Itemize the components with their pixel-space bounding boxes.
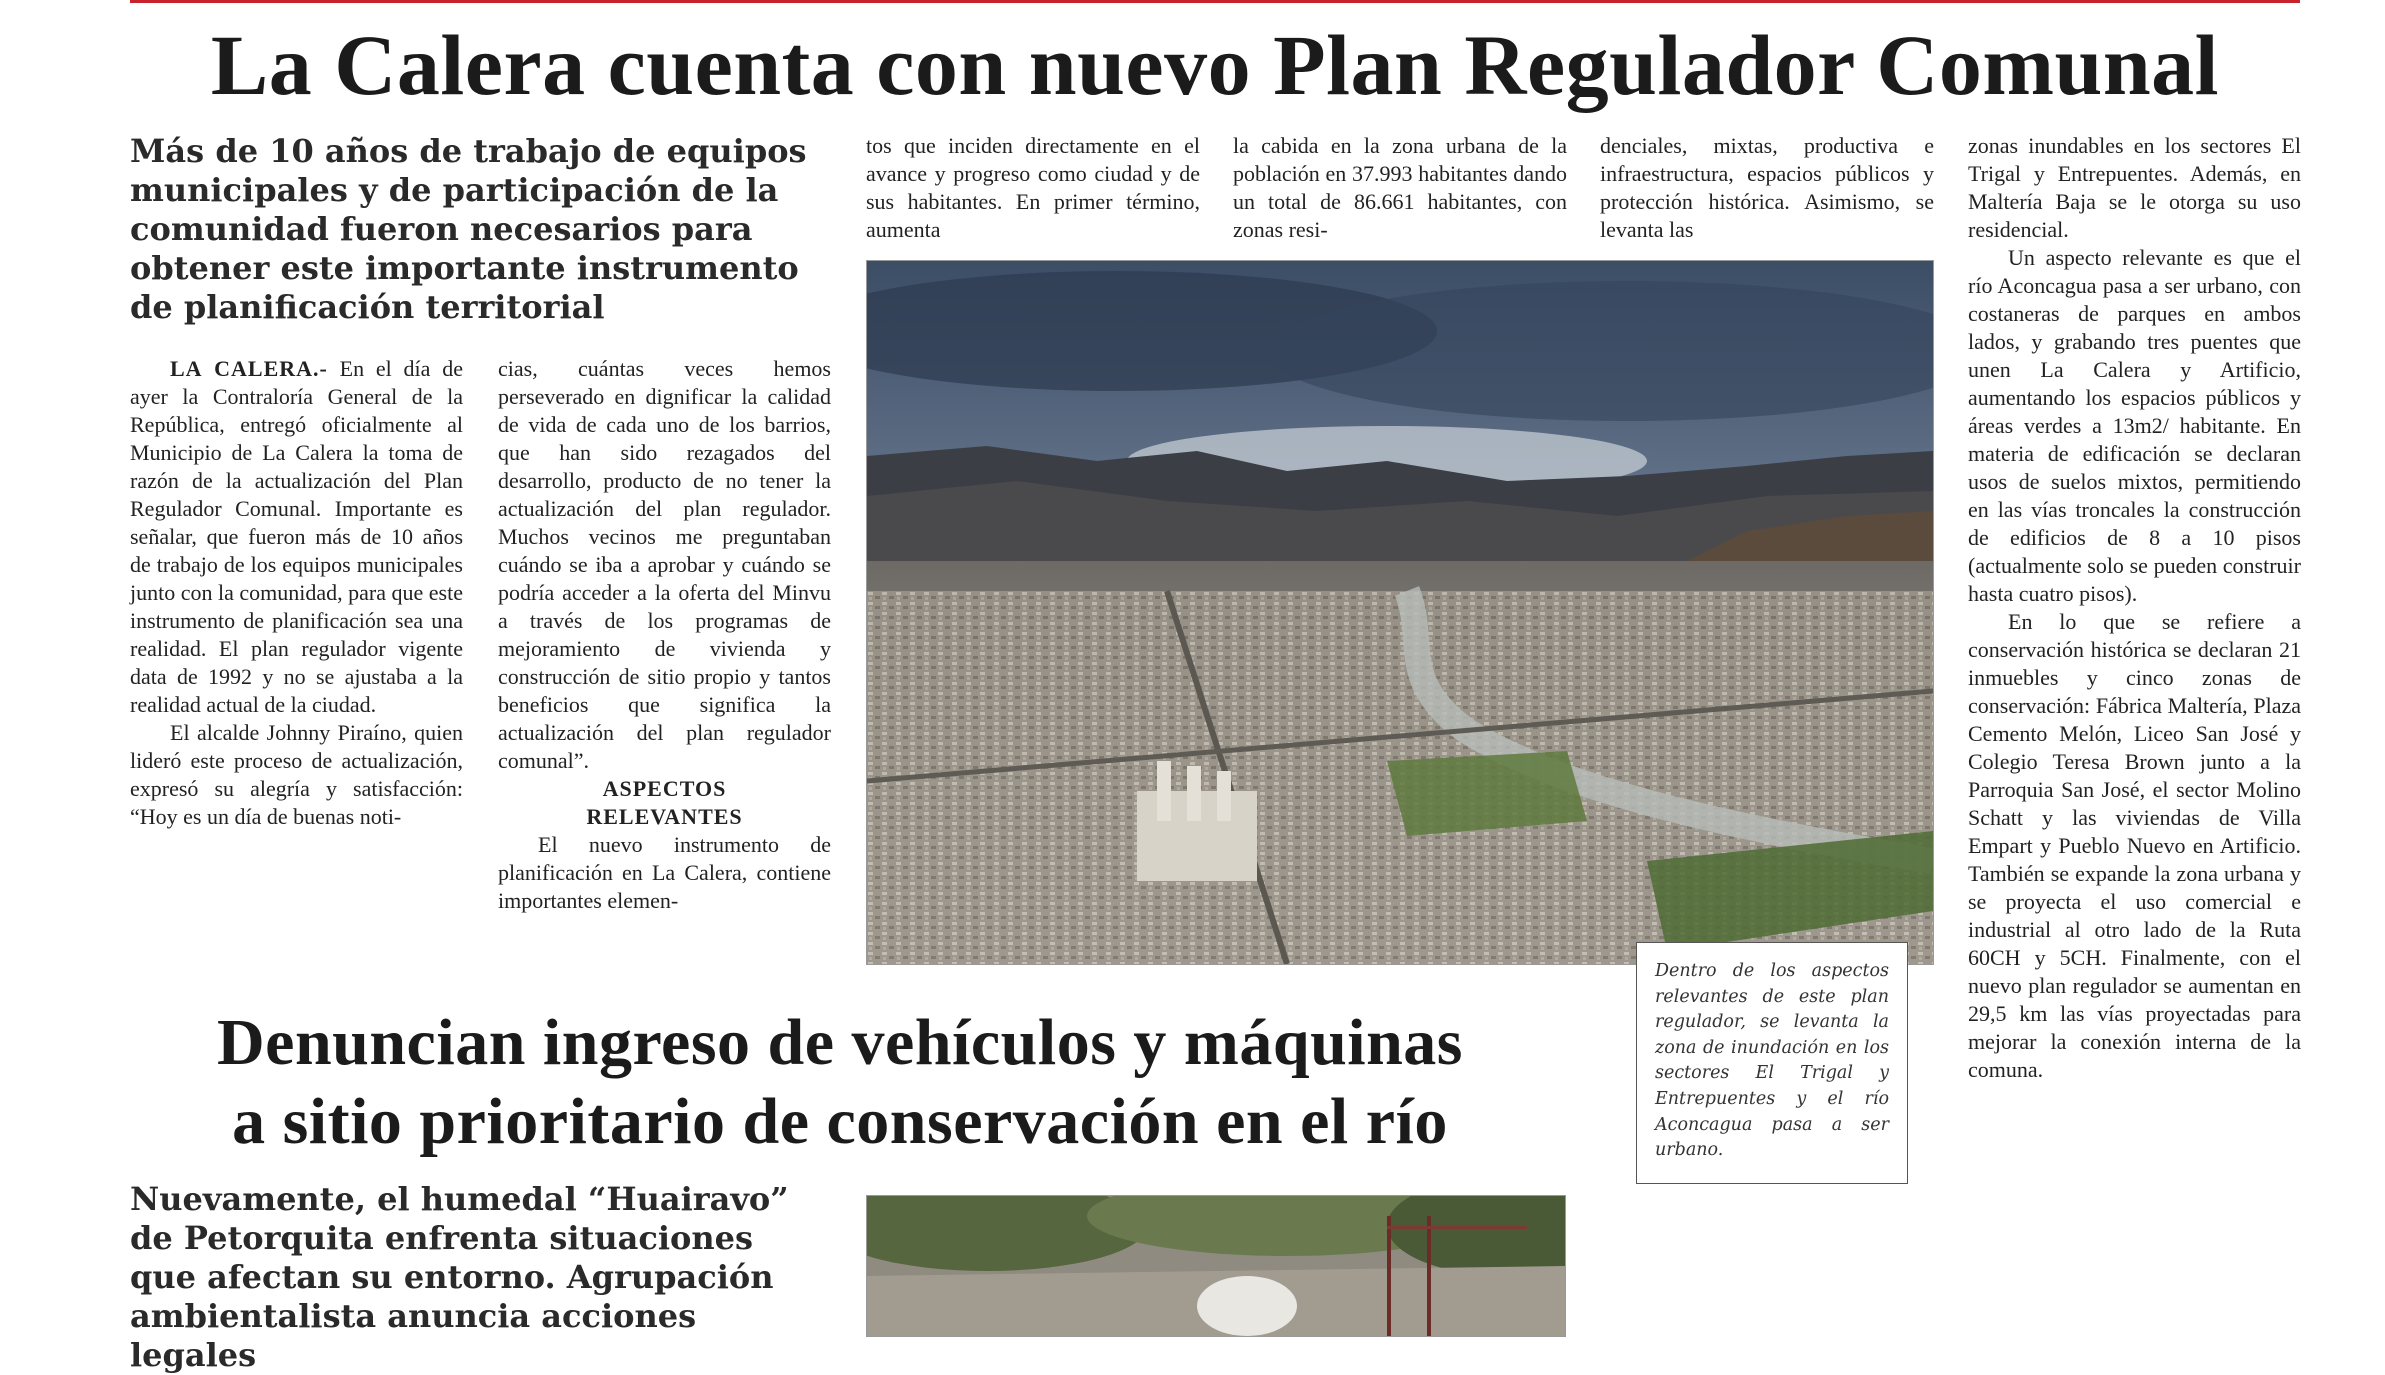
page-margin-area (1598, 1268, 1908, 1323)
second-headline (140, 1003, 1540, 1161)
col2-paragraph-2: El nuevo instrumento de planificación en La Calera, contiene importantes elemen- (498, 832, 831, 913)
second-headline-line-1: Denuncian ingreso de vehículos y máquinas (216, 1006, 1463, 1079)
col4-text: la cabida en la zona urbana de la población en 37.993 habitantes dando un total de 86.661 habitantes, con zonas resi- (1233, 133, 1567, 242)
body-column-2 (498, 355, 831, 915)
aerial-city-photo (866, 260, 1934, 965)
main-headline: La Calera cuenta con nuevo Plan Regulador Comunal (210, 17, 2220, 113)
aerial-photo-illustration (867, 261, 1933, 964)
section-subhead: ASPECTOS RELEVANTES (586, 776, 743, 829)
col6-paragraph-1: zonas inundables en los sectores El Trigal y Entrepuentes. Además, en Maltería Baja se le otorga su uso residencial. (1968, 133, 2301, 242)
body-column-6 (1968, 132, 2301, 1084)
col6-paragraph-3: En lo que se refiere a conservación histórica se declaran 21 inmuebles y cinco zonas de conservación: Fábrica Maltería, Plaza Cemento Melón, Liceo San José y Colegio Teresa Brown junto a la Parroquia San José, el sector Molino Schatt y las viviendas de Villa Empart y Pueblo Nuevo en Artificio. También se expande la zona urbana y se proyecta el uso comercial e industrial al otro lado de la Ruta 60CH y 5CH. Finalmente, con el nuevo plan regulador se aumentan en 29,5 km las vías proyectadas para mejorar la conexión interna de la comuna. (1968, 609, 2301, 1082)
body-column-1 (130, 355, 463, 831)
wetland-photo-illustration (867, 1196, 1565, 1336)
col3-text: tos que inciden directamente en el avance y progreso como ciudad y de sus habitantes. En primer término, aumenta (866, 133, 1200, 242)
col6-paragraph-2: Un aspecto relevante es que el río Aconcagua pasa a ser urbano, con costaneras de parques en ambos lados, y grabando tres puentes que unen La Calera y Artificio, aumentando los espacios públicos y áreas verdes a 13m2/ habitante. En materia de edificación se declaran usos de suelos mixtos, permitiendo en las vías troncales la construcción de edificios de 8 a 10 pisos (actualmente solo se pueden construir hasta cuatro pisos). (1968, 245, 2301, 606)
top-accent-rule (130, 0, 2300, 3)
body-column-4 (1233, 132, 1567, 244)
photo-caption: Dentro de los aspectos relevantes de este plan regulador, se levanta la zona de inundación en los sectores El Trigal y Entrepuentes y el río Aconcagua pasa a ser urbano. (1636, 942, 1908, 1184)
dateline: LA CALERA.- (170, 356, 328, 381)
second-lead: Nuevamente, el humedal “Huairavo” de Petorquita enfrenta situaciones que afectan su entorno. Agrupación ambientalista anuncia acciones legales (130, 1180, 789, 1374)
body-column-5 (1600, 132, 1934, 244)
col2-paragraph-1: cias, cuántas veces hemos perseverado en dignificar la calidad de vida de cada uno de los barrios, que han sido rezagados del desarrollo, producto de no tener la actualización del plan regulador. Muchos vecinos me preguntaban cuándo se iba a aprobar y cuándo se podría acceder a la oferta del Minvu a través de los programas de mejoramiento de vivienda y construcción de sitio propio y tantos beneficios que significa la actualización del plan regulador comunal”. (498, 356, 831, 773)
col1-paragraph-2: El alcalde Johnny Piraíno, quien lideró este proceso de actualización, expresó su alegría y satisfacción: “Hoy es un día de buenas noti- (130, 720, 463, 829)
second-headline-line-2: a sitio prioritario de conservación en el río (232, 1085, 1448, 1158)
body-column-3 (866, 132, 1200, 244)
wetland-photo (866, 1195, 1566, 1337)
main-lead: Más de 10 años de trabajo de equipos municipales y de participación de la comunidad fueron necesarios para obtener este importante instrumento de planificación territorial (130, 132, 807, 326)
col1-paragraph-1: En el día de ayer la Contraloría General de la República, entregó oficialmente al Municipio de La Calera la toma de razón de la actualización del Plan Regulador Comunal. Importante es señalar, que fueron más de 10 años de trabajo de los equipos municipales junto con la comunidad, para que este instrumento de planificación sea una realidad. El plan regulador vigente data de 1992 y no se ajustaba a la realidad actual de la ciudad. (130, 356, 463, 717)
col5-text: denciales, mixtas, productiva e infraestructura, espacios públicos y protección histórica. Asimismo, se levanta las (1600, 133, 1934, 242)
